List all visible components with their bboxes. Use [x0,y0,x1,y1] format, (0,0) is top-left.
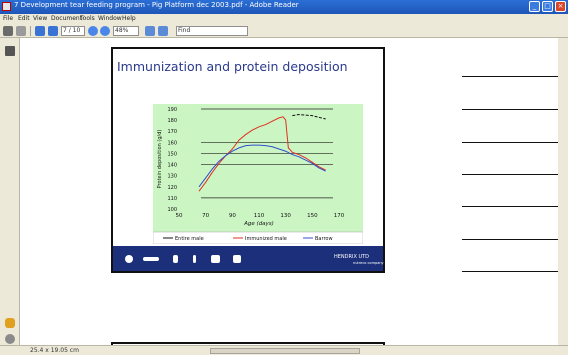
y-tick-label: 140 [167,162,177,169]
menu-document[interactable]: Document [51,15,83,22]
text-line [462,239,558,240]
menu-bar [0,14,568,24]
find-field[interactable]: Find [176,26,248,36]
fork-icon [173,255,178,263]
slide-footer [113,246,383,271]
menu-tools[interactable]: Tools [80,15,95,22]
company-subtitle: nutreco company [353,261,384,265]
pages-icon[interactable] [5,46,15,56]
legend-label: Entire male [175,236,204,242]
x-tick-label: 50 [175,213,183,219]
horizontal-scrollbar[interactable] [210,348,360,354]
print-icon[interactable] [3,26,13,36]
text-line [462,142,558,143]
page-size-label: 25.4 x 19.05 cm [30,347,79,354]
protein-deposition-chart [153,104,363,244]
y-axis-label: Protein deposition (g/d) [157,129,163,189]
y-tick-label: 150 [167,151,177,158]
text-line [462,174,558,175]
window-title: 7 Development tear feeding program - Pig Platform dec 2003.pdf - Adobe Reader [14,1,299,9]
email-icon[interactable] [16,26,26,36]
fit-page-icon[interactable] [145,26,155,36]
menu-help[interactable]: Help [122,15,136,22]
maximize-button[interactable]: □ [542,1,553,12]
navigation-panel [0,38,20,345]
hand-icon [233,255,241,263]
legend-label: Barrow [315,236,333,242]
zoom-out-icon[interactable] [88,26,98,36]
y-tick-label: 190 [167,107,177,113]
legend-label: Immunized male [245,236,287,242]
egg-icon [211,255,220,263]
pig-icon [125,255,133,263]
bottle-icon [193,255,196,263]
toolbar-separator [30,26,31,36]
y-tick-label: 170 [167,129,177,136]
x-tick-label: 150 [307,213,318,219]
fit-width-icon[interactable] [158,26,168,36]
slide-title: Immunization and protein deposition [117,59,348,74]
x-tick-label: 130 [280,213,291,219]
attachments-icon[interactable] [5,334,15,344]
y-tick-label: 110 [167,195,177,202]
toolbar [0,24,568,38]
x-axis-label: Age (days) [244,221,274,227]
slide-page [111,47,385,273]
menu-window[interactable]: Window [98,15,122,22]
x-tick-label: 90 [228,213,236,219]
adobe-reader-icon [2,2,11,11]
menu-file[interactable]: File [3,15,14,22]
y-tick-label: 120 [167,184,177,191]
menu-edit[interactable]: Edit [18,15,30,22]
x-tick-label: 110 [253,213,265,219]
next-page-icon[interactable] [48,26,58,36]
close-button[interactable]: × [555,1,566,12]
x-tick-label: 70 [202,213,210,219]
status-bar [0,345,568,355]
company-logo: HENDRIX UTD [334,254,370,260]
page-number-field[interactable]: 7 / 10 [61,26,85,36]
bar-icon [143,257,159,261]
window-title-bar [0,0,568,14]
minimize-button[interactable]: _ [529,1,540,12]
x-tick-label: 170 [333,213,345,219]
text-line [462,206,558,207]
y-tick-label: 130 [167,173,177,180]
vertical-scrollbar[interactable] [558,38,568,345]
zoom-field[interactable]: 48% [113,26,139,36]
text-line [462,271,558,272]
text-line [462,109,558,110]
y-tick-label: 160 [167,140,177,147]
previous-page-icon[interactable] [35,26,45,36]
zoom-in-icon[interactable] [100,26,110,36]
layers-icon[interactable] [5,318,15,328]
menu-view[interactable]: View [33,15,48,22]
text-line [462,76,558,77]
y-tick-label: 180 [167,118,177,125]
y-tick-label: 100 [167,207,177,213]
